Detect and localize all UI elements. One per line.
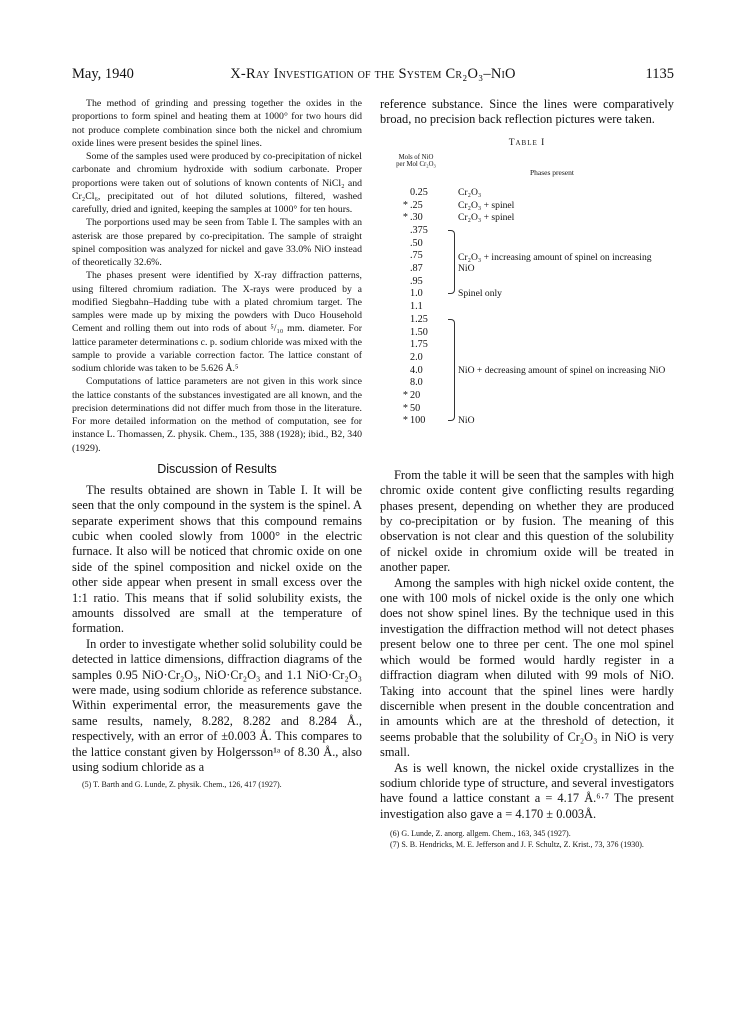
- table-cell-phase: Cr₂O₃: [458, 186, 482, 198]
- table-row: [380, 187, 674, 200]
- asterisk-mark: *: [402, 402, 408, 414]
- table-cell-mols: 100: [410, 415, 426, 427]
- page-number: 1135: [645, 66, 674, 82]
- right-column: [380, 97, 674, 850]
- paragraph: The results obtained are shown in Table I. It will be seen that the only compound in the system is the spinel. A separate experiment shows that this compound remains cubic when cooled slowly from 1000° in the electric furnace. It also will be noticed that chromic oxide on one side of the spinel composition and nickel oxide on the other side appear when present in small excess over the 1:1 ratio. This means that if solid solubility exists, the amounts dissolved are small at the temperature of formation.: [72, 482, 362, 636]
- paragraph: In order to investigate whether solid solubility could be detected in lattice dimensions, diffraction diagrams of the samples 0.95 NiO·Cr₂O₃, NiO·Cr₂O₃ and 1.1 NiO·Cr₂O₃ were made, using sodium chloride as reference substance. Within experimental error, the measurements gave the same results, namely, 8.282, 8.282 and 8.284 Å., respectively, with an error of ±0.003 Å. This compares to the lattice constant given by Holgersson¹ᵃ of 8.30 Å., also using sodium chloride as a: [72, 636, 362, 775]
- table-cell-mols: 1.50: [410, 326, 428, 338]
- table-row: [380, 327, 674, 340]
- table-cell-mols: 1.25: [410, 313, 428, 325]
- table-row: [380, 301, 674, 314]
- table-row: [380, 276, 674, 289]
- footnote: [72, 779, 362, 790]
- table-row: [380, 225, 674, 238]
- asterisk-mark: *: [402, 212, 408, 224]
- paragraph: The porportions used may be seen from Table I. The samples with an asterisk are those prepared by co-precipitation. The sample of straight spinel composition was analyzed for nickel and gave 33.0% NiO instead of theoretically 32.6%.: [72, 217, 362, 268]
- discussion-section: [72, 483, 362, 776]
- table-cell-mols: 20: [410, 390, 421, 401]
- table-cell-mols: .30: [410, 212, 423, 224]
- running-header: [72, 66, 674, 86]
- table-cell-mols: 1.0: [410, 288, 423, 300]
- table-cell-mols: 4.0: [410, 364, 423, 376]
- table-cell-mols: 1.75: [410, 339, 428, 351]
- paragraph: As is well known, the nickel oxide crystallizes in the sodium chloride type of structure, and several investigators have found a lattice constant a = 4.17 Å.⁶·⁷ The present investigation also gave a = 4.170 ± 0.003Å.: [380, 760, 674, 821]
- table-cell-mols: 1.1: [410, 301, 423, 313]
- table-cell-mols: .375: [410, 224, 428, 236]
- table-cell-mols: .87: [410, 263, 423, 274]
- paragraph: The method of grinding and pressing together the oxides in the proportions to form spinel and heating them at 1000° for two hours did not produce complete combination since both the nickel and chromium oxide lines were present besides the spinel lines.: [72, 98, 362, 149]
- paragraph: reference substance. Since the lines were comparatively broad, no precision back reflection pictures were taken.: [380, 97, 674, 127]
- table-cell-mols: .50: [410, 237, 423, 249]
- paragraph: The phases present were identified by X-ray diffraction patterns, using filtered chromium radiation. The X-rays were produced by a modified Siegbahn–Hadding tube with a plated chromium target. The samples were made up by mixing the powders with Duco Household Cement and rolling them out into rods of about ⁵/₁₀ mm. diameter. For lattice parameter determinations c. p. sodium chloride was mixed with the sample to provide a variable correction factor. The lattice constant of sodium chloride was taken to be 5.626 Å.⁵: [72, 270, 363, 374]
- table-row: [380, 352, 674, 365]
- footnote-text: (6) G. Lunde, Z. anorg. allgem. Chem., 163, 345 (1927).: [390, 829, 571, 839]
- table-header-phases: Phases present: [530, 167, 574, 177]
- table-cell-mols: 8.0: [410, 377, 423, 389]
- table-row: [380, 377, 674, 390]
- table-cell-mols: 0.25: [410, 186, 428, 198]
- method-section: [72, 97, 362, 455]
- footnote-text: (7) S. B. Hendricks, M. E. Jefferson and J. F. Schultz, Z. Krist., 73, 376 (1930).: [390, 840, 644, 850]
- table-title: Table I: [508, 137, 546, 148]
- asterisk-mark: *: [402, 390, 408, 401]
- table-row: [380, 390, 674, 403]
- paragraph: From the table it will be seen that the samples with high chromic oxide content give conflicting results regarding phases present, depending on whether they are produced by co-precipitation or by fusion. The meaning of this observation is not clear and this question of the solubility of nickel oxide in chromium oxide will be treated in another paper.: [380, 467, 674, 575]
- table-row: [380, 314, 674, 327]
- table-cell-mols: 50: [410, 402, 421, 414]
- table-row: [380, 212, 674, 225]
- table-header-mols: Mols of NiO per Mol Cr₂O₃: [396, 153, 436, 169]
- table-group-phase: Cr₂O₃ + increasing amount of spinel on increasing NiO: [458, 251, 652, 275]
- asterisk-mark: *: [402, 415, 408, 427]
- left-column: [72, 97, 362, 790]
- table-row: [380, 288, 674, 301]
- intro-section: [380, 97, 674, 128]
- paragraph: Some of the samples used were produced by co-precipitation of nickel carbonate and chromium hydroxide with sodium carbonate. Proper proportions were taken out of solutions of known contents of NiCl₂ and Cr₂Cl₆, precipitated out of hot diluted solutions, filtered, washed carefully, dried and ignited, keeping the samples at 1000° for ten hours.: [72, 151, 362, 215]
- table-row: [380, 415, 674, 428]
- header-title: X-Ray Investigation of the System Cr₂O₃–NiO: [230, 66, 516, 82]
- header-date: May, 1940: [72, 66, 134, 82]
- table-row: [380, 339, 674, 352]
- table-group-phase: NiO + decreasing amount of spinel on increasing NiO: [458, 364, 666, 376]
- table-cell-mols: .75: [410, 250, 423, 262]
- results-section: [380, 468, 674, 822]
- asterisk-mark: *: [402, 199, 408, 211]
- bracket: [448, 230, 455, 294]
- table-cell-mols: 2.0: [410, 351, 423, 363]
- paragraph: Computations of lattice parameters are not given in this work since the lattice constants of the substances investigated are all known, and the precision determinations did not differ much from those in the literature. For more detailed information on the method of computation, see for instance L. Thomassen, Z. physik. Chem., 135, 388 (1928); ibid., B2, 340 (1929).: [72, 376, 362, 454]
- paragraph: Among the samples with high nickel oxide content, the one with 100 mols of nickel oxide is the only one which does not show spinel lines. By the technique used in this investigation the diffraction method will not detect phases present below one to three per cent. The one mol spinel which would be formed would hardly register in a diffraction diagram when diluted with 99 mols of NiO. Taking into account that the spinel lines were hardly discernible when present in the double concentration and in amounts which are at the threshold of detection, it seems probable that the solubility of Cr₂O₃ in NiO is very small.: [380, 575, 674, 760]
- table-cell-phase: Cr₂O₃ + spinel: [458, 199, 515, 211]
- footnotes: [380, 828, 674, 850]
- table-cell-mols: .25: [410, 199, 423, 211]
- table-cell-mols: .95: [410, 275, 423, 287]
- section-heading: Discussion of Results: [157, 461, 277, 476]
- table-row: [380, 403, 674, 416]
- bracket: [448, 319, 455, 421]
- table-row: [380, 238, 674, 251]
- table-cell-phase: NiO: [458, 415, 475, 427]
- phases-table: [380, 154, 674, 454]
- footnote-text: (5) T. Barth and G. Lunde, Z. physik. Chem., 126, 417 (1927).: [82, 780, 282, 790]
- table-cell-phase: Cr₂O₃ + spinel: [458, 212, 515, 224]
- table-row: [380, 200, 674, 213]
- table-cell-phase: Spinel only: [458, 288, 502, 300]
